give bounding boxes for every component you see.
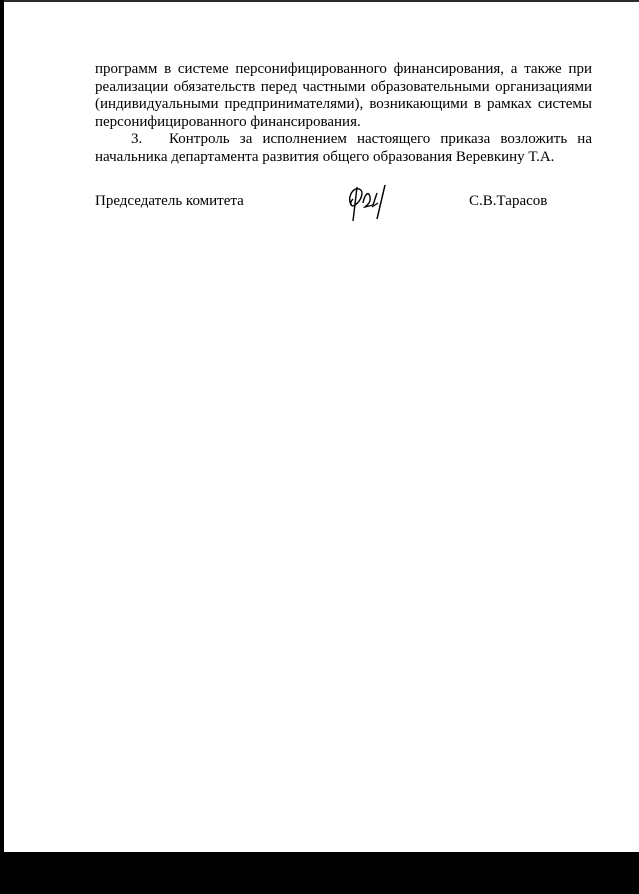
text-fragment: Контроль за исполнением настоящего приказа возложить на [169, 131, 592, 148]
text-line: (индивидуальными предпринимателями), возникающими в рамках системы [95, 96, 592, 113]
signer-name: С.В.Тарасов [469, 193, 548, 209]
document-body [95, 61, 592, 167]
handwritten-signature [343, 183, 389, 225]
paragraph-item-3 [95, 131, 592, 166]
signer-title: Председатель комитета [95, 193, 244, 209]
text-line: реализации обязательств перед частными образовательными организациями [95, 78, 592, 95]
text-line [95, 131, 592, 149]
text-line: программ в системе персонифицированного финансирования, а также при [95, 61, 592, 77]
text-line: персонифицированного финансирования. [95, 113, 361, 130]
text-line: начальника департамента развития общего образования Веревкину Т.А. [95, 148, 555, 165]
scan-bottom-edge [0, 852, 639, 894]
paragraph-continuation [95, 61, 592, 131]
scan-left-edge [0, 0, 4, 894]
scan-top-edge [0, 0, 639, 2]
signature-block [95, 193, 592, 233]
item-number: 3. [131, 131, 143, 148]
